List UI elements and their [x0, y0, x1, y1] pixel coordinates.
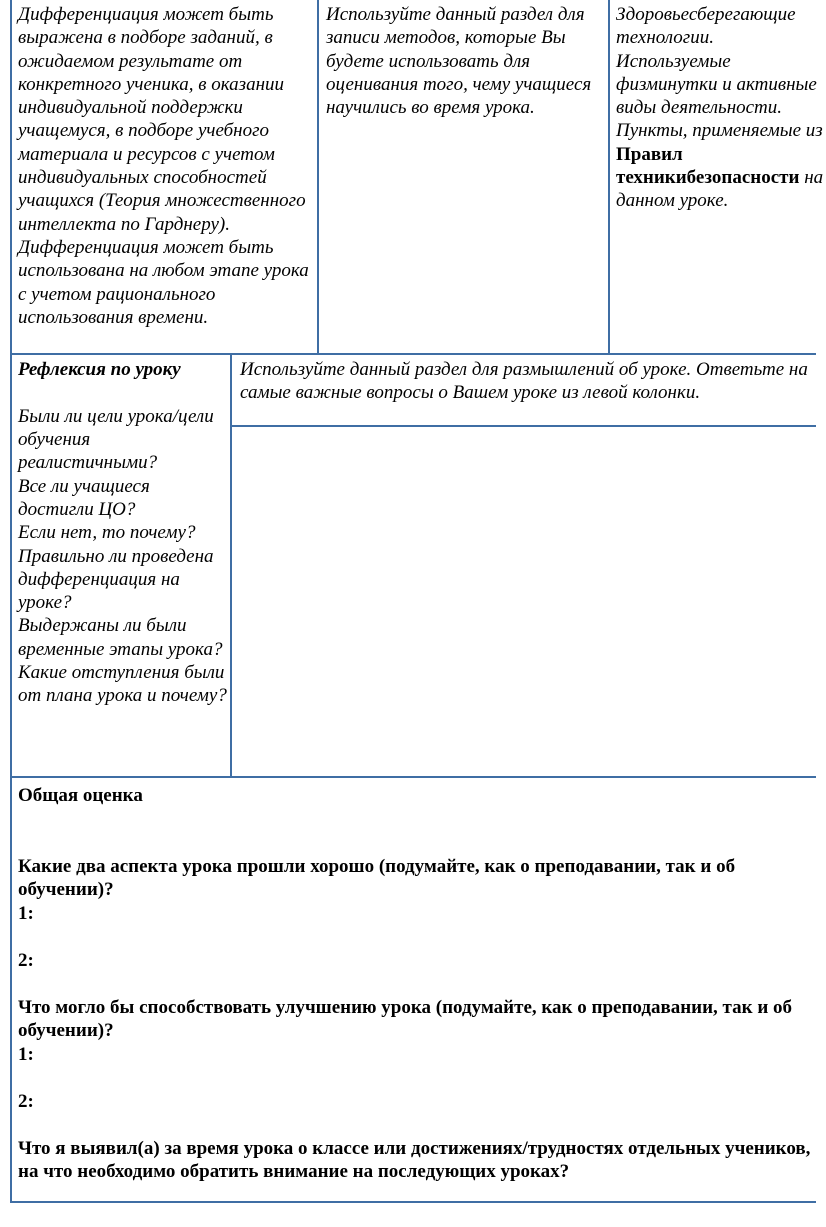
- reflection-question: Выдержаны ли были временные этапы урока?: [18, 615, 223, 660]
- health-safety-cell: [616, 3, 826, 213]
- went-well-question: Какие два аспекта урока прошли хорошо (подумайте, как о преподавании, так и об обучении)?: [18, 855, 736, 900]
- reflection-note-cell: [240, 358, 812, 405]
- differentiation-cell: [18, 3, 314, 329]
- reflection-note-bottom-border: [230, 425, 816, 427]
- assessment-text: Используйте данный раздел для записи методов, которые Вы будете использовать для оценивания того, чему учащиеся научились во время урока.: [326, 4, 592, 119]
- reflection-questions-cell: [18, 358, 228, 708]
- went-well-item-1: 1:: [18, 902, 34, 924]
- overall-title: Общая оценка: [18, 785, 143, 806]
- reflection-question: Все ли учащиеся достигли ЦО?: [18, 475, 150, 520]
- safety-rules-bold: Правил техникибезопасности: [616, 143, 800, 189]
- reflection-question: Если нет, то почему?: [18, 522, 196, 544]
- col2-col3-divider: [608, 0, 610, 354]
- improvement-item-1: 1:: [18, 1043, 34, 1065]
- reflection-question: Какие отступления были от плана урока и почему?: [18, 662, 227, 707]
- safety-rules-text: [616, 119, 826, 212]
- safety-rules-lead: Пункты, применяемые из: [616, 120, 823, 142]
- improvement-question: Что могло бы способствовать улучшению урока (подумайте, как о преподавании, так и об обучении)?: [18, 996, 793, 1041]
- table-left-border: [10, 0, 12, 1202]
- improvement-item-2: 2:: [18, 1090, 34, 1112]
- health-tech-text: Здоровьесберегающие технологии.: [616, 4, 796, 49]
- reflection-question: Правильно ли проведена дифференциация на уроке?: [18, 545, 214, 614]
- reflection-note: Используйте данный раздел для размышлений об уроке. Ответьте на самые важные вопросы о Вашем уроке из левой колонки.: [240, 359, 808, 404]
- overall-assessment-cell: [18, 784, 818, 1184]
- reflection-row-bottom-border: [10, 776, 816, 778]
- top-row-bottom-border: [10, 353, 816, 355]
- reflection-title: Рефлексия по уроку: [18, 359, 181, 380]
- reflection-question: Были ли цели урока/цели обучения реалистичными?: [18, 405, 214, 474]
- reflection-divider: [230, 354, 232, 777]
- observations-question: Что я выявил(а) за время урока о классе или достижениях/трудностях отдельных учеников, на что необходимо обратить внимание на последующих уроках?: [18, 1137, 811, 1182]
- col1-col2-divider: [317, 0, 319, 354]
- differentiation-text-2: Дифференциация может быть использована на любом этапе урока с учетом рационального использования времени.: [18, 236, 309, 328]
- table-bottom-border: [10, 1201, 816, 1203]
- assessment-cell: [326, 3, 608, 119]
- activities-text: Используемые физминутки и активные виды деятельности.: [616, 50, 817, 119]
- differentiation-text-1: Дифференциация может быть выражена в подборе заданий, в ожидаемом результате от конкретного ученика, в оказании индивидуальной поддержки учащемуся, в подборе учебного материала и ресурсов с учетом индивидуальных способностей учащихся (Теория множественного интеллекта по Гарднеру).: [18, 4, 306, 235]
- went-well-item-2: 2:: [18, 949, 34, 971]
- safety-rules-tail: на данном уроке.: [616, 167, 824, 212]
